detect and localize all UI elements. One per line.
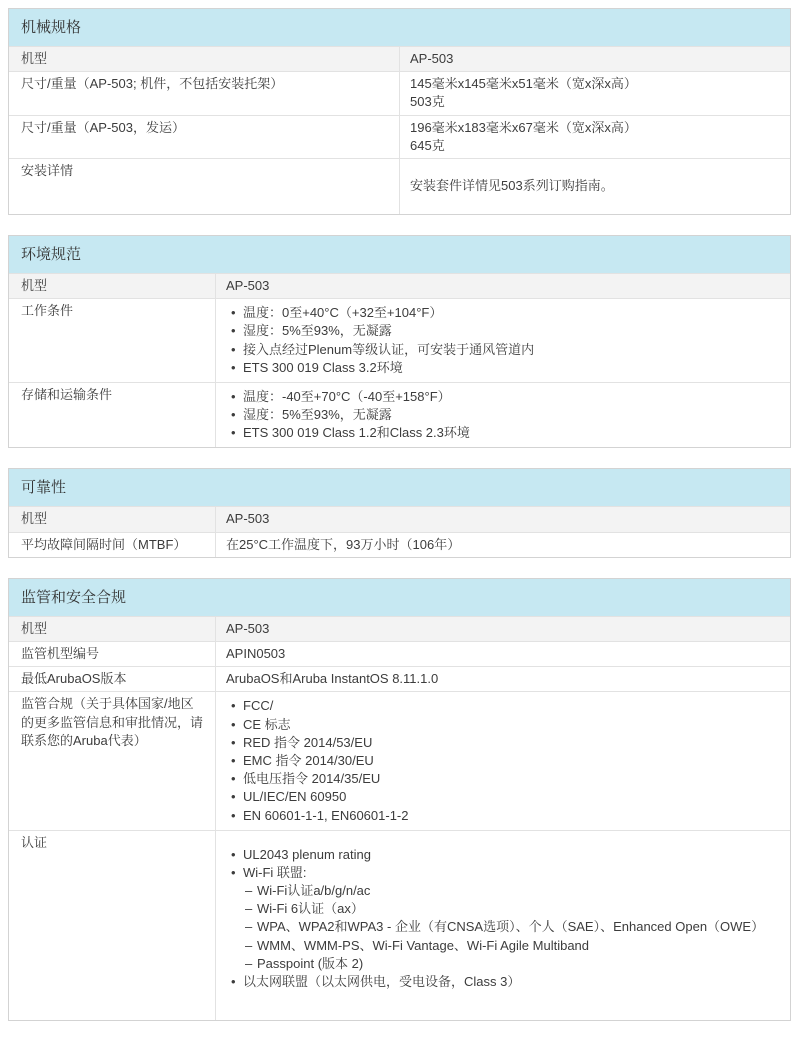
row-value	[400, 116, 790, 158]
table-row	[9, 382, 790, 448]
list-item-text: Wi-Fi 联盟:	[243, 864, 307, 880]
list-item	[226, 788, 780, 806]
list-item	[226, 807, 780, 825]
list-item-text: EN 60601-1-1, EN60601-1-2	[243, 807, 409, 823]
bullet-list	[226, 302, 780, 379]
list-item-text: 接入点经过Plenum等级认证，可安装于通风管道内	[243, 341, 535, 357]
section-title: 监管和安全合规	[9, 579, 790, 616]
list-item	[226, 697, 780, 715]
list-item	[226, 406, 780, 424]
table-row	[9, 273, 790, 298]
value-line: 145毫米x145毫米x51毫米（宽x深x高）	[410, 76, 637, 92]
row-label: 监管合规（关于具体国家/地区的更多监管信息和审批情况，请联系您的Aruba代表）	[9, 692, 216, 829]
bullet-list	[226, 695, 780, 826]
row-label: 尺寸/重量（AP-503; 机件，不包括安装托架）	[9, 72, 400, 114]
value-line: 503克	[410, 94, 445, 110]
dash-marker: –	[245, 919, 253, 935]
row-label: 工作条件	[9, 299, 216, 382]
bullet-list	[226, 834, 780, 1018]
list-item	[226, 918, 780, 936]
row-label: 最低ArubaOS版本	[9, 667, 216, 691]
list-item-text: UL/IEC/EN 60950	[243, 789, 347, 805]
list-item	[226, 846, 780, 864]
row-label: 认证	[9, 831, 216, 1021]
section-title: 可靠性	[9, 469, 790, 506]
row-value	[400, 72, 790, 114]
table-row	[9, 532, 790, 557]
list-item-text: CE 标志	[243, 716, 291, 732]
list-item	[226, 900, 780, 918]
list-item-text: ETS 300 019 Class 1.2和Class 2.3环境	[243, 425, 470, 441]
list-item-text: Wi-Fi认证a/b/g/n/ac	[257, 883, 371, 899]
row-label: 尺寸/重量（AP-503，发运）	[9, 116, 400, 158]
list-item	[226, 716, 780, 734]
list-item	[226, 388, 780, 406]
bullet-marker: •	[231, 807, 236, 823]
dash-marker: –	[245, 883, 253, 899]
list-item	[226, 322, 780, 340]
list-item-text: Wi-Fi 6认证（ax）	[257, 901, 364, 917]
bullet-marker: •	[231, 359, 236, 375]
table-row	[9, 506, 790, 531]
list-item-text: 以太网联盟（以太网供电，受电设备，Class 3）	[243, 974, 521, 989]
row-value: APIN0503	[226, 646, 286, 661]
row-value	[216, 831, 790, 1021]
section-title: 机械规格	[9, 9, 790, 46]
row-value	[216, 692, 790, 829]
section-regulatory-compliance	[8, 578, 791, 1021]
row-label: 平均故障间隔时间（MTBF）	[9, 533, 216, 557]
bullet-marker: •	[231, 771, 236, 787]
bullet-marker: •	[231, 407, 236, 423]
list-item	[226, 973, 780, 991]
table-row	[9, 691, 790, 829]
list-item	[226, 882, 780, 900]
row-label: 安装详情	[9, 159, 400, 214]
list-item-text: Passpoint (版本 2)	[257, 955, 364, 971]
row-label: 机型	[9, 507, 216, 531]
table-row	[9, 71, 790, 114]
list-item-text: 低电压指令 2014/35/EU	[243, 771, 381, 787]
list-item-text: FCC/	[243, 698, 274, 714]
list-item-text: UL2043 plenum rating	[243, 846, 371, 862]
dash-marker: –	[245, 937, 253, 953]
row-label: 监管机型编号	[9, 642, 216, 666]
bullet-list	[226, 386, 780, 445]
value-line: 196毫米x183毫米x67毫米（宽x深x高）	[410, 119, 637, 135]
list-item	[226, 359, 780, 377]
list-item	[226, 864, 780, 882]
row-value: 在25°C工作温度下，93万小时（106年）	[226, 536, 461, 552]
list-item	[226, 341, 780, 359]
row-label: 机型	[9, 617, 216, 641]
list-item-text: ETS 300 019 Class 3.2环境	[243, 359, 403, 375]
list-item	[226, 752, 780, 770]
bullet-marker: •	[231, 341, 236, 357]
bullet-marker: •	[231, 305, 236, 321]
bullet-marker: •	[231, 752, 236, 768]
list-item	[226, 734, 780, 752]
table-row	[9, 158, 790, 214]
list-item-text: 温度：0至+40°C（+32至+104°F）	[243, 305, 443, 321]
table-row	[9, 46, 790, 71]
row-value	[216, 383, 790, 448]
bullet-marker: •	[231, 789, 236, 805]
row-value: AP-503	[226, 620, 270, 636]
list-item-text: 温度：-40至+70°C（-40至+158°F）	[243, 388, 451, 404]
section-environmental-specs	[8, 235, 791, 449]
bullet-marker: •	[231, 698, 236, 714]
list-item-text: 湿度：5%至93%，无凝露	[243, 323, 392, 339]
row-value: AP-503	[226, 511, 270, 527]
section-mechanical-specs	[8, 8, 791, 215]
bullet-marker: •	[231, 323, 236, 339]
row-value: ArubaOS和Aruba InstantOS 8.11.1.0	[226, 671, 439, 687]
list-item	[226, 770, 780, 788]
bullet-marker: •	[231, 846, 236, 862]
list-item-text: 湿度：5%至93%，无凝露	[243, 407, 392, 423]
bullet-marker: •	[231, 974, 236, 989]
row-value: 安装套件详情见503系列订购指南。	[410, 178, 614, 194]
row-label: 机型	[9, 274, 216, 298]
bullet-marker: •	[231, 734, 236, 750]
row-label: 存储和运输条件	[9, 383, 216, 448]
list-item	[226, 424, 780, 442]
list-item	[226, 937, 780, 955]
list-item-text: EMC 指令 2014/30/EU	[243, 752, 374, 768]
table-row	[9, 830, 790, 1021]
row-value: AP-503	[226, 277, 270, 293]
section-title: 环境规范	[9, 236, 790, 273]
bullet-marker: •	[231, 425, 236, 441]
table-row	[9, 616, 790, 641]
dash-marker: –	[245, 901, 253, 917]
table-row	[9, 666, 790, 691]
list-item-text: WMM、WMM-PS、Wi-Fi Vantage、Wi-Fi Agile Multiband	[257, 937, 590, 953]
bullet-marker: •	[231, 388, 236, 404]
table-row	[9, 298, 790, 382]
list-item-text: WPA、WPA2和WPA3 - 企业（有CNSA选项）、个人（SAE）、Enhanced Open（OWE）	[257, 919, 765, 935]
value-line: 645克	[410, 137, 445, 153]
dash-marker: –	[245, 955, 253, 971]
list-item	[226, 955, 780, 973]
list-item-text: RED 指令 2014/53/EU	[243, 734, 373, 750]
row-value: AP-503	[410, 51, 454, 66]
bullet-marker: •	[231, 864, 236, 880]
list-item	[226, 304, 780, 322]
bullet-marker: •	[231, 716, 236, 732]
row-value	[216, 299, 790, 382]
section-reliability	[8, 468, 791, 557]
table-row	[9, 115, 790, 158]
row-label: 机型	[9, 47, 400, 71]
table-row	[9, 641, 790, 666]
